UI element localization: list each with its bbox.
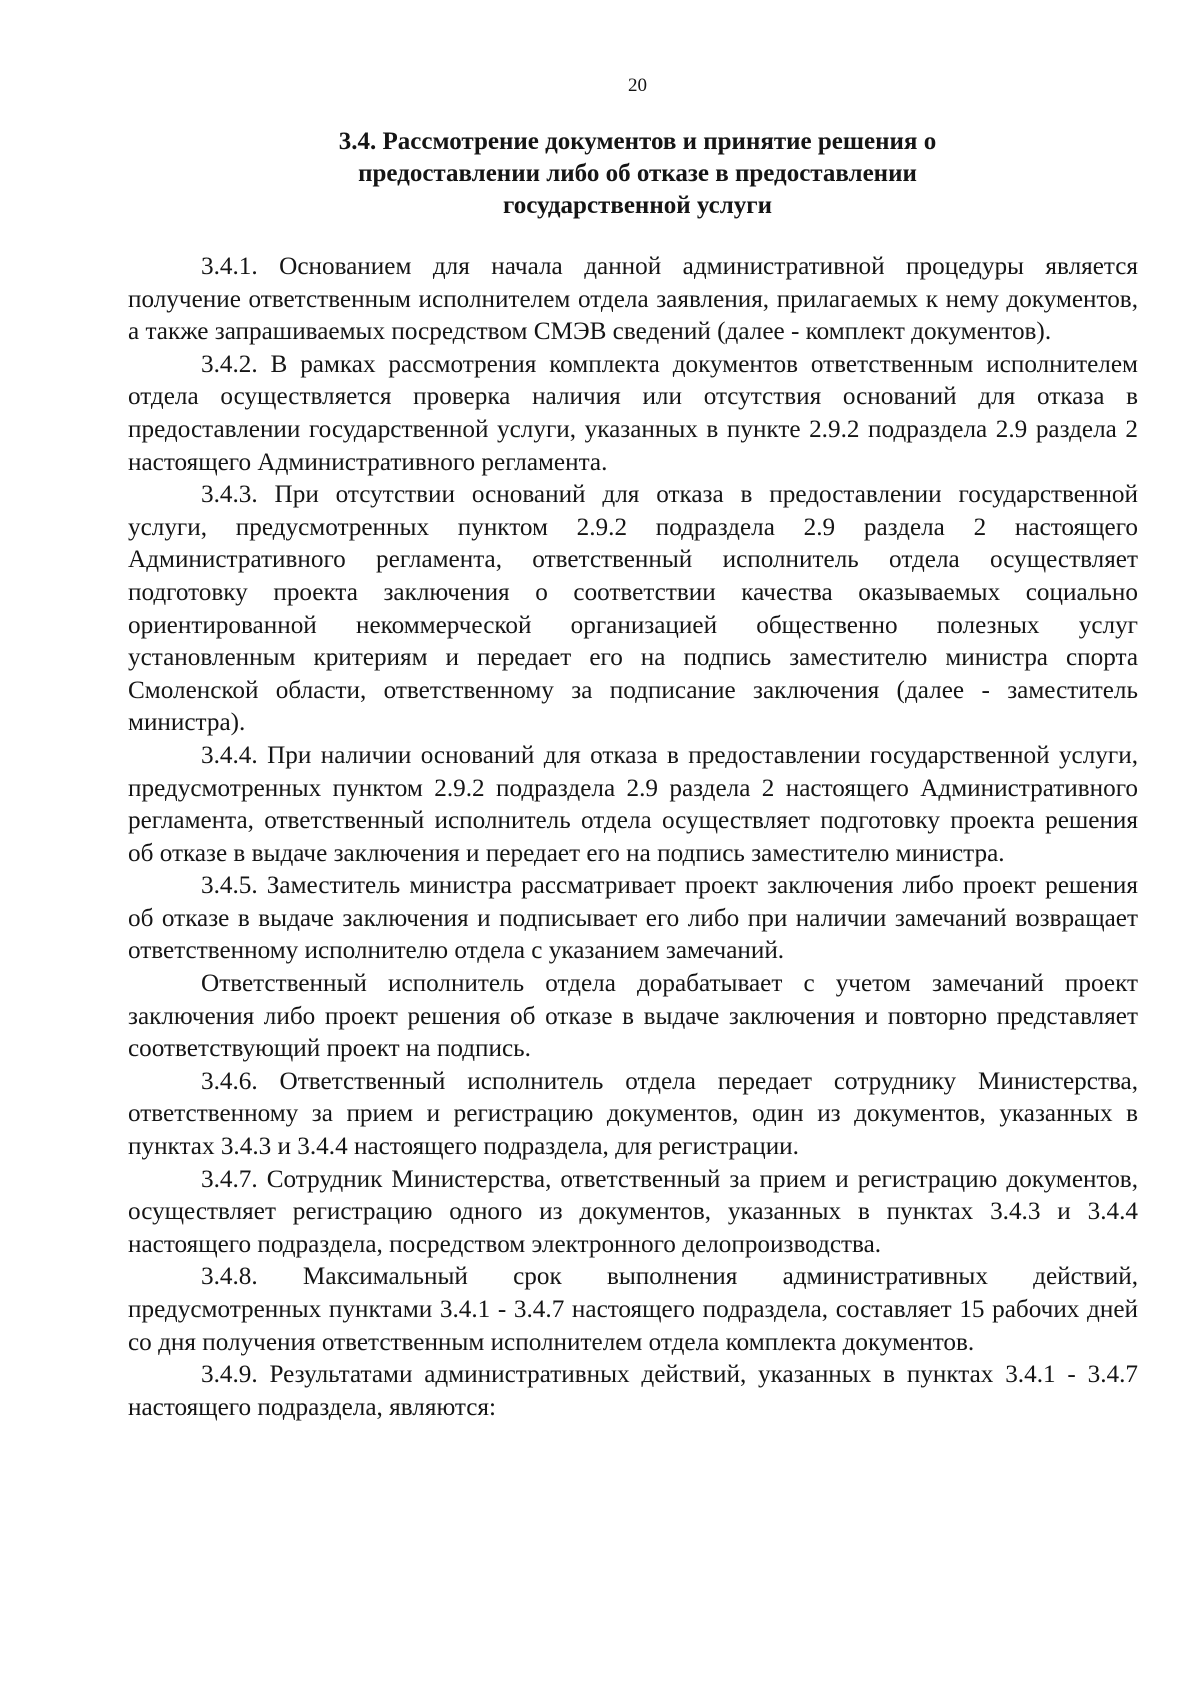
- paragraph-3-4-4: 3.4.4. При наличии оснований для отказа в предоставлении государственной услуги, предусмотренных пунктом 2.9.2 подраздела 2.9 раздела 2 настоящего Административного регламента, ответственный исполнитель отдела осуществляет подготовку проекта решения об отказе в выдаче заключения и передает его на подпись заместителю министра.: [128, 741, 1138, 867]
- section-heading-line: 3.4. Рассмотрение документов и принятие решения о: [338, 128, 937, 155]
- section-heading-line: предоставлении либо об отказе в предоставлении: [358, 160, 917, 187]
- paragraph-3-4-5-continued: Ответственный исполнитель отдела дорабатывает с учетом замечаний проект заключения либо проект решения об отказе в выдаче заключения и повторно представляет соответствующий проект на подпись.: [128, 970, 1138, 1063]
- page-number: 20: [628, 75, 647, 96]
- paragraph-3-4-8: 3.4.8. Максимальный срок выполнения административных действий, предусмотренных пунктами 3.4.1 - 3.4.7 настоящего подраздела, составляет 15 рабочих дней со дня получения ответственным исполнителем отдела комплекта документов.: [128, 1263, 1138, 1356]
- section-heading: [300, 126, 975, 222]
- document-body: [128, 251, 1138, 1424]
- paragraph-3-4-1: 3.4.1. Основанием для начала данной административной процедуры является получение ответственным исполнителем отдела заявления, прилагаемых к нему документов, а также запрашиваемых посредством СМЭВ сведений (далее - комплект документов).: [128, 253, 1138, 346]
- paragraph-3-4-2: 3.4.2. В рамках рассмотрения комплекта документов ответственным исполнителем отдела осуществляется проверка наличия или отсутствия оснований для отказа в предоставлении государственной услуги, указанных в пункте 2.9.2 подраздела 2.9 раздела 2 настоящего Административного регламента.: [128, 350, 1138, 476]
- paragraph-3-4-5: 3.4.5. Заместитель министра рассматривает проект заключения либо проект решения об отказе в выдаче заключения и подписывает его либо при наличии замечаний возвращает ответственному исполнителю отдела с указанием замечаний.: [128, 872, 1138, 965]
- section-heading-line: государственной услуги: [502, 192, 773, 219]
- paragraph-3-4-3: 3.4.3. При отсутствии оснований для отказа в предоставлении государственной услуги, предусмотренных пунктом 2.9.2 подраздела 2.9 раздела 2 настоящего Административного регламента, ответственный исполнитель отдела осуществляет подготовку проекта заключения о соответствии качества оказываемых социально ориентированной некоммерческой организацией общественно полезных услуг установленным критериям и передает его на подпись заместителю министра спорта Смоленской области, ответственному за подписание заключения (далее - заместитель министра).: [128, 481, 1138, 737]
- paragraph-3-4-6: 3.4.6. Ответственный исполнитель отдела передает сотруднику Министерства, ответственному за прием и регистрацию документов, один из документов, указанных в пунктах 3.4.3 и 3.4.4 настоящего подраздела, для регистрации.: [128, 1067, 1138, 1161]
- paragraph-3-4-7: 3.4.7. Сотрудник Министерства, ответственный за прием и регистрацию документов, осуществляет регистрацию одного из документов, указанных в пунктах 3.4.3 и 3.4.4 настоящего подраздела, посредством электронного делопроизводства.: [128, 1165, 1138, 1258]
- paragraph-3-4-9: 3.4.9. Результатами административных действий, указанных в пунктах 3.4.1 - 3.4.7 настоящего подраздела, являются:: [128, 1361, 1138, 1421]
